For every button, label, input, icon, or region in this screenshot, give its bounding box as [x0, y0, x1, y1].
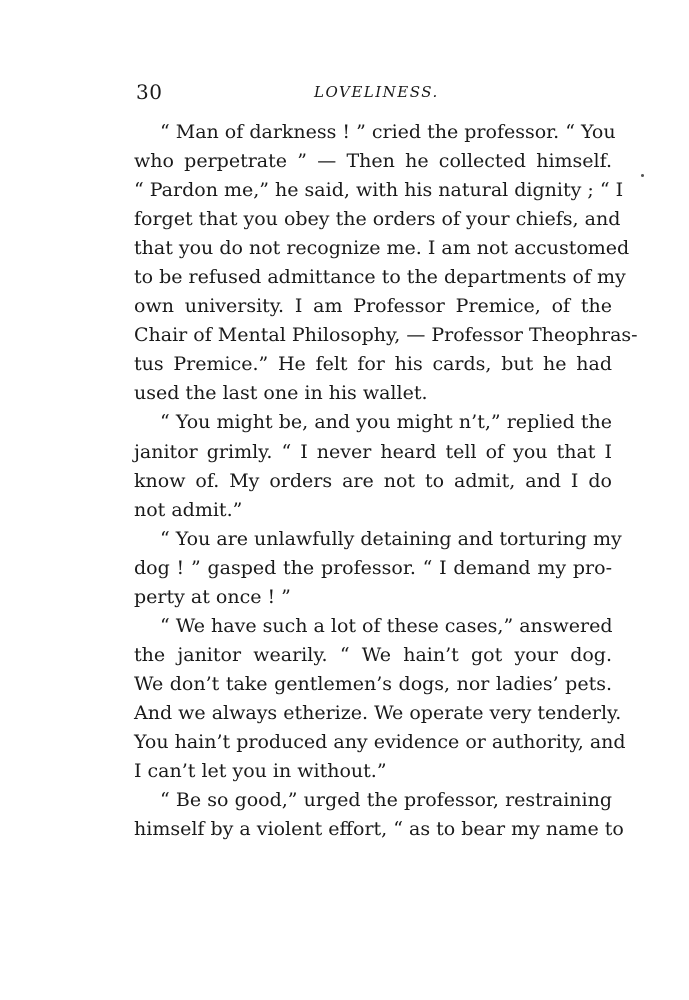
paragraph-first-line: “ Man of darkness ! ” cried the professor. “ You	[160, 121, 616, 143]
text-line: to be refused admittance to the departments of my	[134, 266, 626, 289]
text-line: who perpetrate ” — Then he collected himself.	[134, 150, 612, 173]
text-line: that you do not recognize me. I am not accustomed	[134, 237, 630, 260]
running-head	[136, 80, 612, 110]
text-line: tus Premice.” He felt for his cards, but he had	[134, 353, 612, 376]
text-line: You hain’t produced any evidence or authority, and	[134, 730, 626, 753]
text-line: dog ! ” gasped the professor. “ I demand my pro-	[134, 556, 612, 579]
paragraph-first-line: “ Be so good,” urged the professor, restraining	[160, 789, 612, 812]
text-line: janitor grimly. “ I never heard tell of you that I	[134, 440, 612, 463]
paper-speck	[641, 174, 644, 177]
text-line: “ Pardon me,” he said, with his natural dignity ; “ I	[134, 179, 624, 202]
body-text	[134, 118, 638, 844]
text-line: perty at once ! ”	[134, 585, 291, 608]
paragraph-first-line: “ You are unlawfully detaining and torturing my	[160, 527, 622, 550]
running-title: LOVELINESS.	[314, 83, 439, 101]
text-line: I can’t let you in without.”	[134, 760, 387, 783]
text-line: Chair of Mental Philosophy, — Professor Theophras-	[134, 324, 638, 347]
text-line: And we always etherize. We operate very tenderly.	[134, 701, 622, 724]
page-number: 30	[136, 80, 163, 104]
text-line: used the last one in his wallet.	[134, 382, 428, 405]
paragraph-first-line: “ You might be, and you might n’t,” replied the	[160, 411, 612, 434]
text-line: know of. My orders are not to admit, and I do	[134, 469, 612, 492]
text-line: himself by a violent effort, “ as to bear my name to	[134, 818, 624, 841]
text-line: the janitor wearily. “ We hain’t got your dog.	[134, 643, 612, 666]
text-line: We don’t take gentlemen’s dogs, nor ladies’ pets.	[134, 672, 612, 695]
text-line: forget that you obey the orders of your chiefs, and	[134, 208, 621, 231]
text-line: not admit.”	[134, 498, 243, 521]
paragraph-first-line: “ We have such a lot of these cases,” answered	[160, 614, 613, 637]
text-line: own university. I am Professor Premice, of the	[134, 295, 612, 318]
